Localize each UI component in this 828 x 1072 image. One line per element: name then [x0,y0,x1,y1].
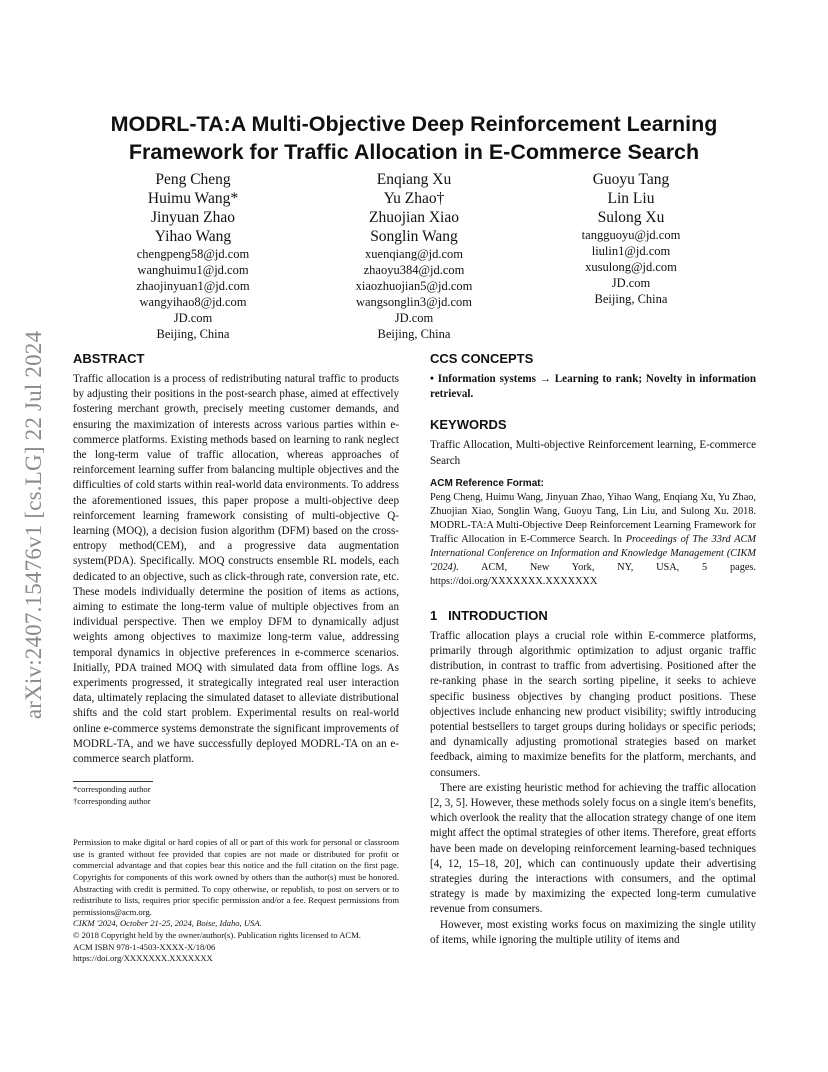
author-org: JD.com [173,311,213,325]
footnote-star: *corresponding author [73,784,151,795]
left-column [73,350,399,965]
footnote-dagger: †corresponding author [73,795,151,806]
paper-title [60,110,768,166]
author-column-2 [309,170,519,342]
author-name: Guoyu Tang [592,171,670,188]
author-name: Yihao Wang [154,228,232,245]
author-location: Beijing, China [594,292,668,306]
abstract-heading: ABSTRACT [73,351,145,366]
author-name: Jinyuan Zhao [151,209,235,226]
conference-line: CIKM '2024, October 21-25, 2024, Boise, Idaho, USA. [73,918,262,929]
author-name: Sulong Xu [597,209,665,226]
author-email: zhaoyu384@jd.com [363,263,465,277]
introduction-paragraph-2: There are existing heuristic method for achieving the traffic allocation [2, 3, 5]. However, these methods solely focus on a single item's benefits, which overlook the reality that the allocation strategy change of one item might affect the optimal strategies of other items. Therefore, great efforts have been made on developing reinforcement learning-based techniques [4, 12, 15–18, 20], which can continuously update their advertising strategies during the interactions with consumers, and the optimal strategy is made by maximizing the expected long-term cumulative revenue from consumers. [430,781,756,916]
copyright-line: © 2018 Copyright held by the owner/author(s). Publication rights licensed to ACM. [73,930,361,941]
reference-publisher: ACM, New York, NY, USA, 5 pages. https://doi.org/XXXXXXX.XXXXXXX [430,561,756,587]
author-email: chengpeng58@jd.com [136,247,250,261]
paper-title-line-1: MODRL-TA:A Multi-Objective Deep Reinforcement Learning [110,112,718,136]
author-email: xusulong@jd.com [585,260,677,274]
arxiv-stamp [14,280,54,770]
introduction-paragraph-3: However, most existing works focus on maximizing the single utility of items, while ignoring the multiple utility of items and [430,918,756,946]
introduction-heading: 1 INTRODUCTION [430,607,548,623]
author-email: xiaozhuojian5@jd.com [355,279,473,293]
author-email: wangyihao8@jd.com [139,295,247,309]
paper-title-line-2: Framework for Traffic Allocation in E-Commerce Search [128,140,700,164]
reference-venue: Proceedings of The 33rd ACM International Conference on Information and Knowledge Management (CIKM '2024). [430,533,756,573]
author-name: Songlin Wang [370,228,458,245]
author-column-1 [88,170,298,342]
author-email: tangguoyu@jd.com [581,228,681,242]
author-email: zhaojinyuan1@jd.com [136,279,250,293]
author-email: wangsonglin3@jd.com [355,295,472,309]
permission-notice: Permission to make digital or hard copies of all or part of this work for personal or classroom use is granted without fee provided that copies are not made or distributed for profit or commercial advantage and that copies bear this notice and the full citation on the first page. Copyrights for components of this work owned by others than the author(s) must be honored. Abstracting with credit is permitted. To copy otherwise, or republish, to post on servers or to redistribute to lists, requires prior specific permission and/or a fee. Request permissions from permissions@acm.org. [73,837,399,917]
right-column [430,350,756,948]
reference-authors: Peng Cheng, Huimu Wang, Jinyuan Zhao, Yihao Wang, Enqiang Xu, Yu Zhao, Zhuojian Xiao, Songlin Wang, Guoyu Tang, Lin Liu, and Sulong Xu. 2018. MODRL-TA:A Multi-Objective Deep Reinforcement Learning Framework for Traffic Allocation in E-Commerce Search. In [430,491,756,545]
ccs-heading: CCS CONCEPTS [430,351,534,366]
author-name: Lin Liu [607,190,655,207]
author-location: Beijing, China [156,327,230,341]
author-name: Yu Zhao† [383,190,445,207]
ccs-text: • Information systems → Learning to rank; Novelty in information retrieval. [430,373,756,401]
author-name: Peng Cheng [155,171,231,188]
keywords-text: Traffic Allocation, Multi-objective Reinforcement learning, E-commerce Search [430,439,756,467]
author-email: wanghuimu1@jd.com [137,263,249,277]
author-name: Zhuojian Xiao [369,209,459,226]
author-email: xuenqiang@jd.com [365,247,463,261]
keywords-heading: KEYWORDS [430,417,507,433]
doi-line: https://doi.org/XXXXXXX.XXXXXXX [73,953,213,964]
author-org: JD.com [394,311,434,325]
author-org: JD.com [611,276,651,290]
author-column-3 [526,170,736,307]
reference-format-heading: ACM Reference Format: [430,477,544,489]
author-name: Huimu Wang* [147,190,239,207]
reference-format-text [430,491,756,589]
abstract-text: Traffic allocation is a process of redistributing natural traffic to products by adjusting their positions in the post-search phase, aimed at effectively fostering merchant growth, precisely meeting customer demands, and ensuring the maximization of interests across various parties within e-commerce platforms. Existing methods based on learning to rank neglect the long-term value of traffic allocation, whereas approaches of reinforcement learning suffer from balancing multiple objectives and the difficulties of cold starts within real-world data environments. To address the aforementioned issues, this paper propose a multi-objective deep reinforcement learning framework consisting of multi-objective Q-learning (MOQ), a decision fusion algorithm (DFM) based on the cross-entropy method(CEM), and a progressive data augmentation system(PDA). Specifically. MOQ constructs ensemble RL models, each dedicated to an objective, such as click-through rate, conversion rate, etc. These models individually determine the position of items as actions, aiming to estimate the long-term value of multiple objectives from an individual perspective. Then we employ DFM to dynamically adjust weights among objectives to maximize long-term value, addressing temporal dynamics in objective preferences in e-commerce scenarios. Initially, PDA trained MOQ with simulated data from offline logs. As experiments progressed, it strategically integrated real user interaction data, ultimately replacing the simulated dataset to alleviate distributional shifts and the cold start problem. Experimental results on real-world online e-commerce systems demonstrate the significant improvements of MODRL-TA, and we have successfully deployed MODRL-TA on an e-commerce search platform. [73,373,399,766]
author-email: liulin1@jd.com [591,244,671,258]
isbn-line: ACM ISBN 978-1-4503-XXXX-X/18/06 [73,941,216,952]
author-name: Enqiang Xu [376,171,452,188]
arxiv-stamp-text: arXiv:2407.15476v1 [cs.LG] 22 Jul 2024 [21,330,46,720]
author-location: Beijing, China [377,327,451,341]
footnote-rule [73,781,153,782]
introduction-paragraph-1: Traffic allocation plays a crucial role within E-commerce platforms, primarily through algorithmic optimization to adjust organic traffic distribution, in contrast to traffic from advertising. Positioned after the re-ranking phase in the search sorting pipeline, it seeks to achieve specific business objectives by changing product positions. These objectives include enhancing new product visibility; swiftly introducing potential bestsellers to target groups during holidays or specific periods; and dynamically adjusting promotional strategies based on market feedback, aiming to maximize benefits for the platform, merchants, and consumers. [430,629,756,779]
